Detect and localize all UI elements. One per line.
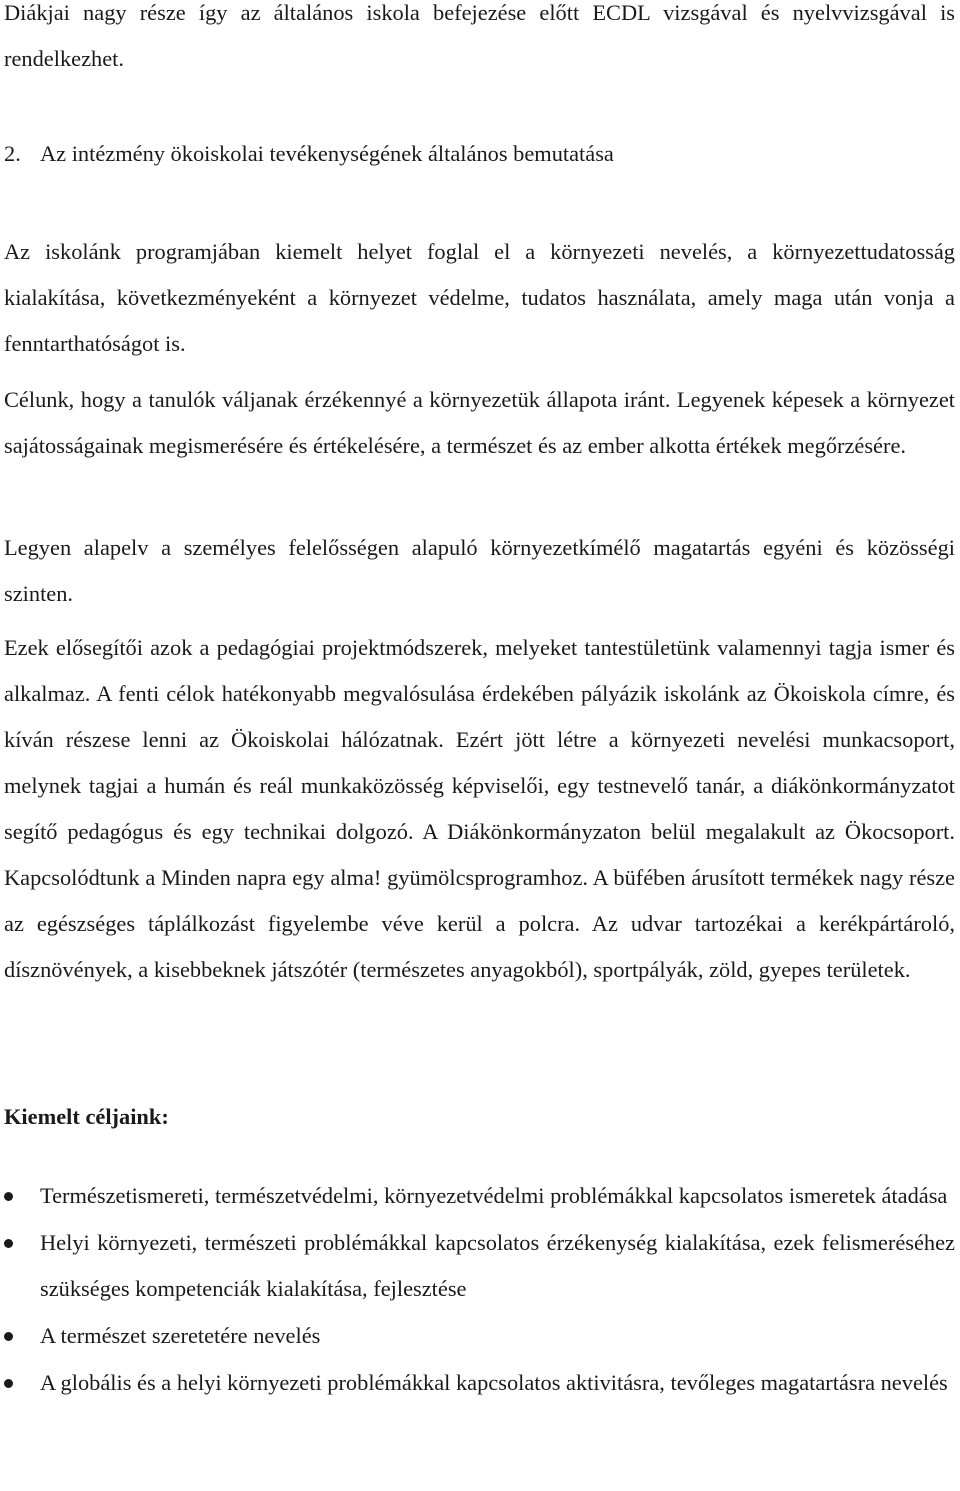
paragraph-goal: Célunk, hogy a tanulók váljanak érzékennyé a környezetük állapota iránt. Legyenek képesek a környezet sajátosságainak megismerésére és értékelésére, a természet és az ember alkotta értékek megőrzésére. xyxy=(4,387,955,458)
section-heading xyxy=(4,131,614,177)
goal-text: A globális és a helyi környezeti problémákkal kapcsolatos aktivitásra, tevőleges magatartásra nevelés xyxy=(40,1370,948,1395)
goal-item xyxy=(0,1173,955,1219)
paragraph-principle: Legyen alapelv a személyes felelősségen alapuló környezetkímélő magatartás egyéni és közösségi szinten. xyxy=(4,535,955,606)
goal-text: A természet szeretetére nevelés xyxy=(40,1323,321,1348)
section-number: 2. xyxy=(4,141,21,166)
intro-continuation-paragraph: Diákjai nagy része így az általános iskola befejezése előtt ECDL vizsgával és nyelvvizsgával is rendelkezhet. xyxy=(4,0,955,71)
paragraph-program: Az iskolánk programjában kiemelt helyet foglal el a környezeti nevelés, a környezettudatosság kialakítása, következményeként a környezet védelme, tudatos használata, amely maga után vonja a fenntarthatóságot is. xyxy=(4,239,955,356)
goal-text: Természetismereti, természetvédelmi, környezetvédelmi problémákkal kapcsolatos ismeretek átadása xyxy=(40,1183,948,1208)
bullet-icon xyxy=(4,1192,13,1201)
goal-text: Helyi környezeti, természeti problémákkal kapcsolatos érzékenység kialakítása, ezek felismeréséhez szükséges kompetenciák kialakítása, fejlesztése xyxy=(40,1230,955,1301)
goals-heading: Kiemelt céljaink: xyxy=(4,1104,169,1129)
bullet-icon xyxy=(4,1379,13,1388)
goal-item xyxy=(0,1360,955,1406)
goal-item xyxy=(0,1220,955,1312)
goals-list xyxy=(0,1173,960,1406)
paragraph-methods: Ezek elősegítői azok a pedagógiai projektmódszerek, melyeket tantestületünk valamennyi tagja ismer és alkalmaz. A fenti célok hatékonyabb megvalósulása érdekében pályázik iskolánk az Ökoiskola címre, és kíván részese lenni az Ökoiskolai hálózatnak. Ezért jött létre a környezeti nevelési munkacsoport, melynek tagjai a humán és reál munkaközösség képviselői, egy testnevelő tanár, a diákönkormányzatot segítő pedagógus és egy technikai dolgozó. A Diákönkormányzaton belül megalakult az Ökocsoport. Kapcsolódtunk a Minden napra egy alma! gyümölcsprogramhoz. A büfében árusított termékek nagy része az egészséges táplálkozást figyelembe véve kerül a polcra. Az udvar tartozékai a kerékpártároló, dísznövények, a kisebbeknek játszótér (természetes anyagokból), sportpályák, zöld, gyepes területek. xyxy=(4,635,955,982)
goal-item xyxy=(0,1313,955,1359)
bullet-icon xyxy=(4,1239,13,1248)
bullet-icon xyxy=(4,1332,13,1341)
section-title: Az intézmény ökoiskolai tevékenységének általános bemutatása xyxy=(40,141,614,166)
